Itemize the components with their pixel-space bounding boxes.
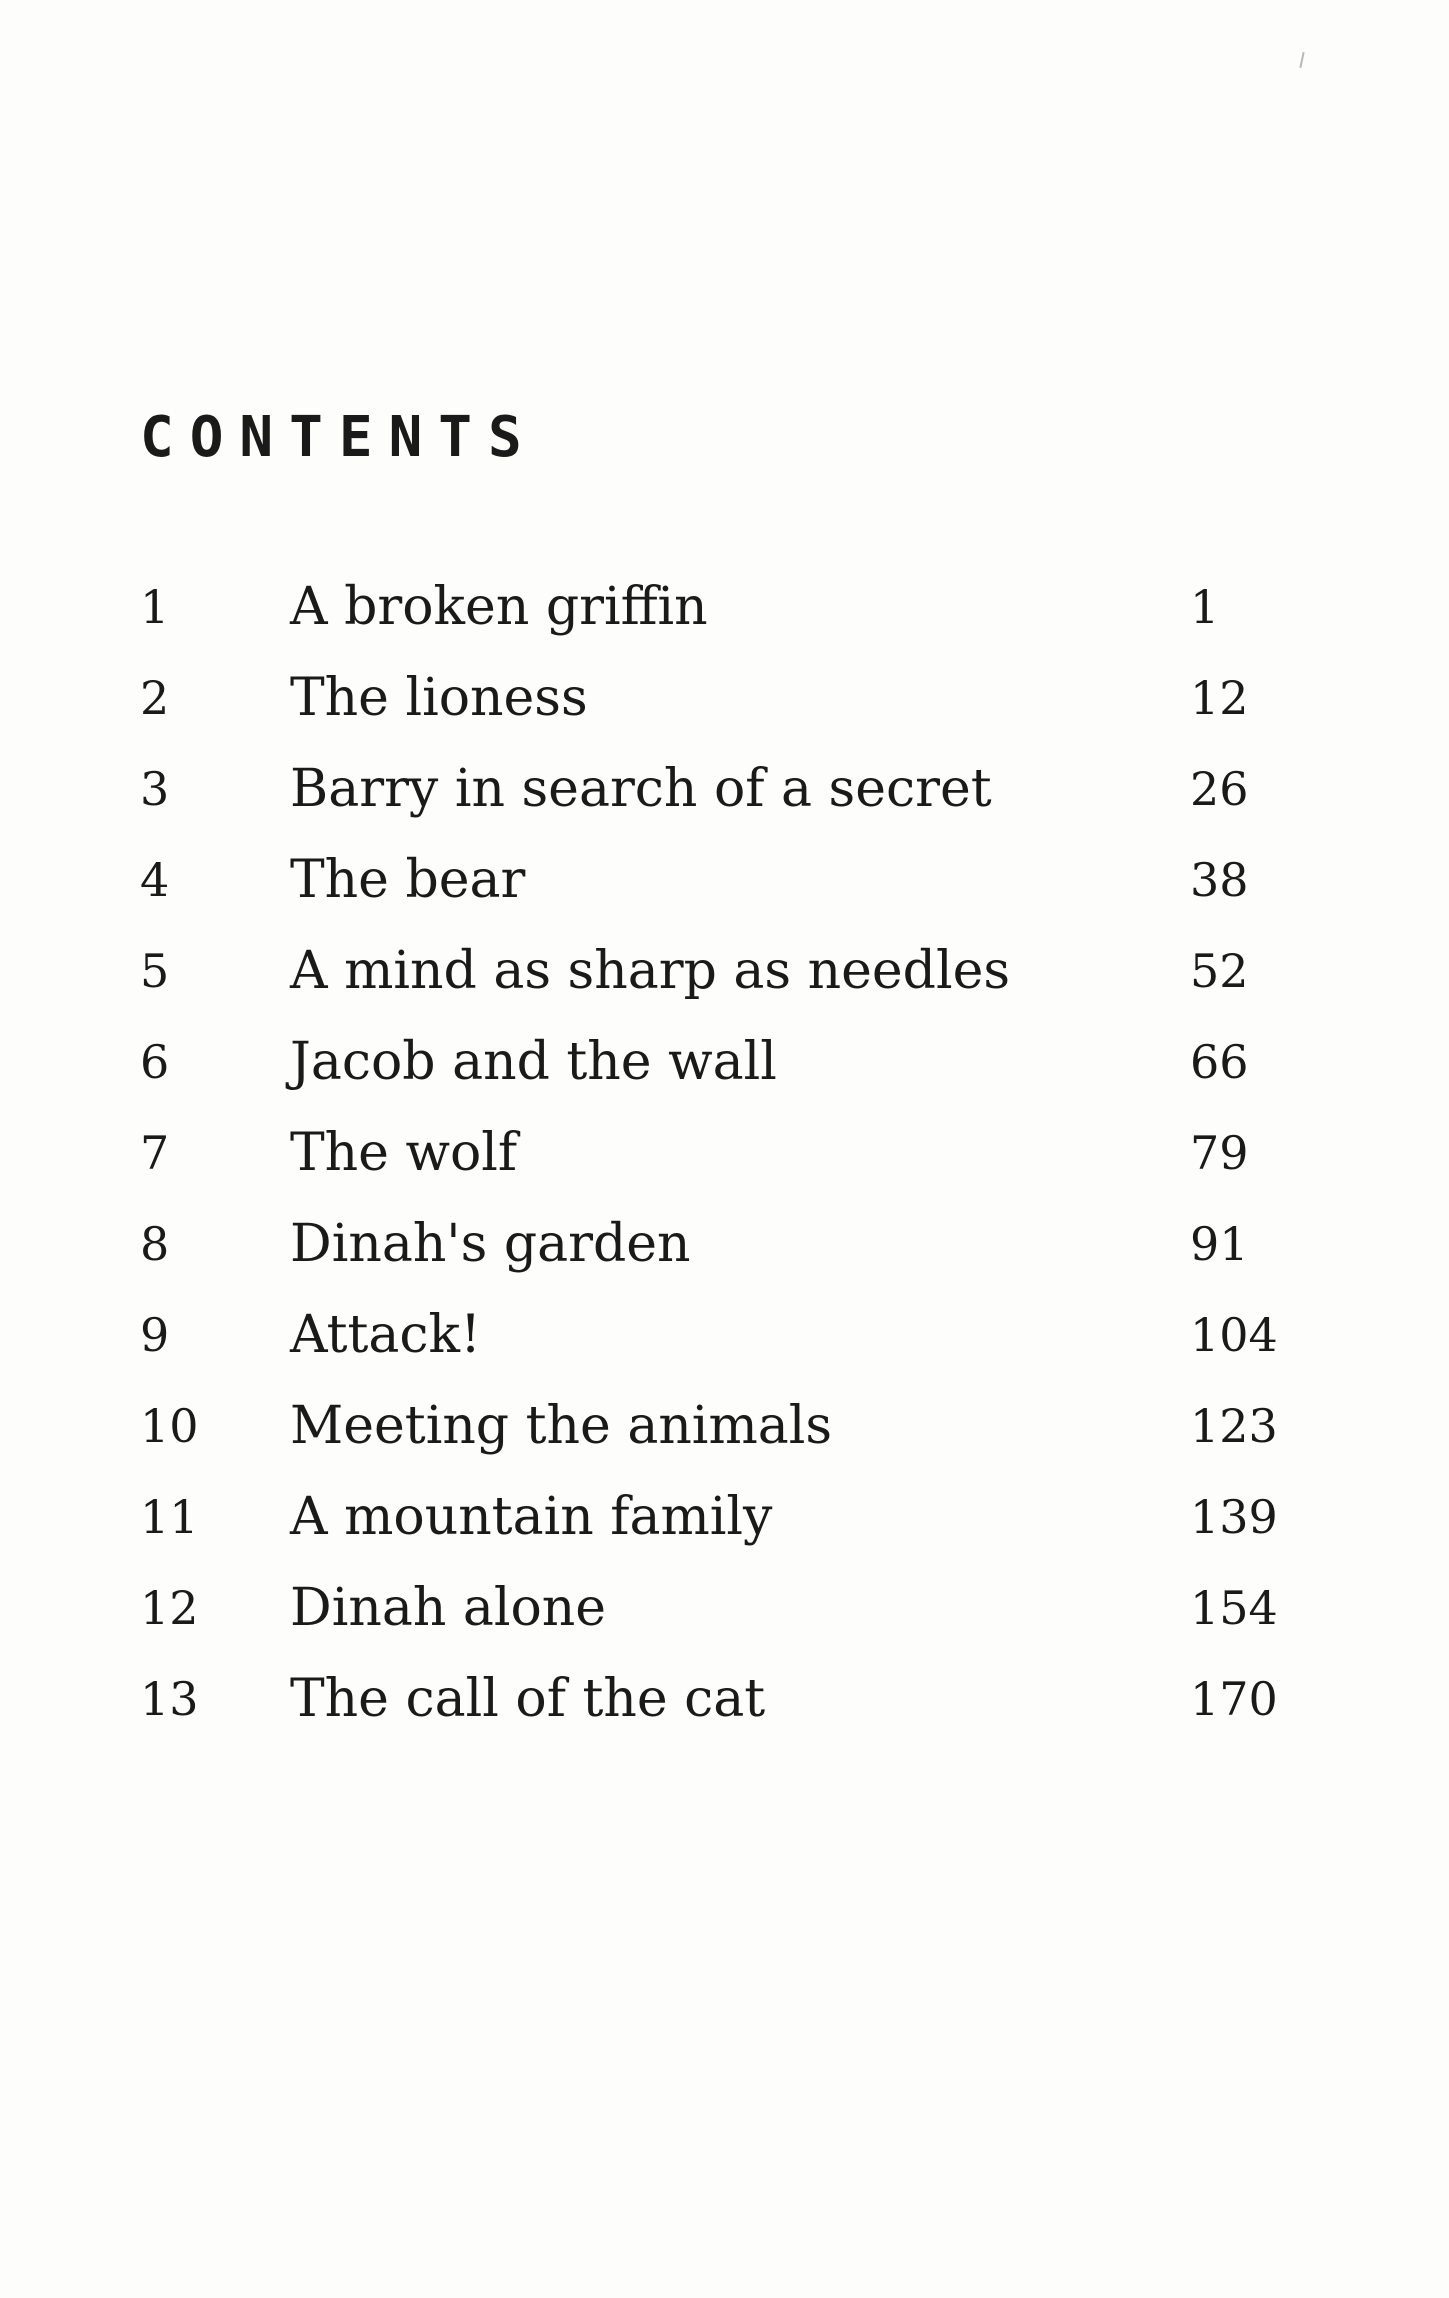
paper-speck — [1299, 52, 1304, 68]
toc-row — [0, 939, 1449, 1030]
toc-row — [0, 1212, 1449, 1303]
chapter-page: 38 — [1190, 853, 1249, 907]
chapter-title: Meeting the animals — [290, 1396, 833, 1456]
chapter-page: 170 — [1190, 1672, 1278, 1726]
chapter-page: 1 — [1190, 580, 1220, 634]
chapter-number: 8 — [140, 1217, 170, 1271]
chapter-page: 26 — [1190, 762, 1249, 816]
toc-row — [0, 575, 1449, 666]
chapter-page: 52 — [1190, 944, 1249, 998]
chapter-number: 3 — [140, 762, 170, 816]
chapter-title: The wolf — [290, 1123, 518, 1183]
chapter-number: 1 — [140, 580, 170, 634]
chapter-title: Barry in search of a secret — [290, 759, 992, 819]
chapter-number: 5 — [140, 944, 170, 998]
page-title: CONTENTS — [140, 405, 538, 470]
chapter-page: 91 — [1190, 1217, 1249, 1271]
chapter-number: 2 — [140, 671, 170, 725]
chapter-title: Dinah alone — [290, 1578, 607, 1638]
toc-row — [0, 1485, 1449, 1576]
chapter-title: The call of the cat — [290, 1669, 766, 1729]
chapter-page: 12 — [1190, 671, 1249, 725]
chapter-title: The lioness — [290, 668, 588, 728]
chapter-title: Jacob and the wall — [290, 1032, 777, 1092]
chapter-title: Attack! — [290, 1305, 481, 1365]
toc-row — [0, 1030, 1449, 1121]
toc-row — [0, 666, 1449, 757]
chapter-page: 104 — [1190, 1308, 1278, 1362]
chapter-number: 13 — [140, 1672, 199, 1726]
chapter-number: 4 — [140, 853, 170, 907]
chapter-number: 12 — [140, 1581, 199, 1635]
chapter-title: A mountain family — [290, 1487, 773, 1547]
toc-row — [0, 757, 1449, 848]
toc-row — [0, 1121, 1449, 1212]
chapter-page: 79 — [1190, 1126, 1249, 1180]
toc-row — [0, 1576, 1449, 1667]
chapter-number: 10 — [140, 1399, 199, 1453]
chapter-number: 7 — [140, 1126, 170, 1180]
chapter-page: 139 — [1190, 1490, 1278, 1544]
chapter-page: 154 — [1190, 1581, 1278, 1635]
toc-row — [0, 1667, 1449, 1758]
chapter-number: 9 — [140, 1308, 170, 1362]
chapter-title: Dinah's garden — [290, 1214, 691, 1274]
toc-row — [0, 848, 1449, 939]
toc-row — [0, 1303, 1449, 1394]
chapter-title: A broken griffin — [290, 577, 708, 637]
chapter-number: 6 — [140, 1035, 170, 1089]
chapter-title: A mind as sharp as needles — [290, 941, 1011, 1001]
chapter-number: 11 — [140, 1490, 199, 1544]
chapter-page: 66 — [1190, 1035, 1249, 1089]
chapter-title: The bear — [290, 850, 526, 910]
chapter-page: 123 — [1190, 1399, 1278, 1453]
toc-row — [0, 1394, 1449, 1485]
table-of-contents — [0, 575, 1449, 1758]
